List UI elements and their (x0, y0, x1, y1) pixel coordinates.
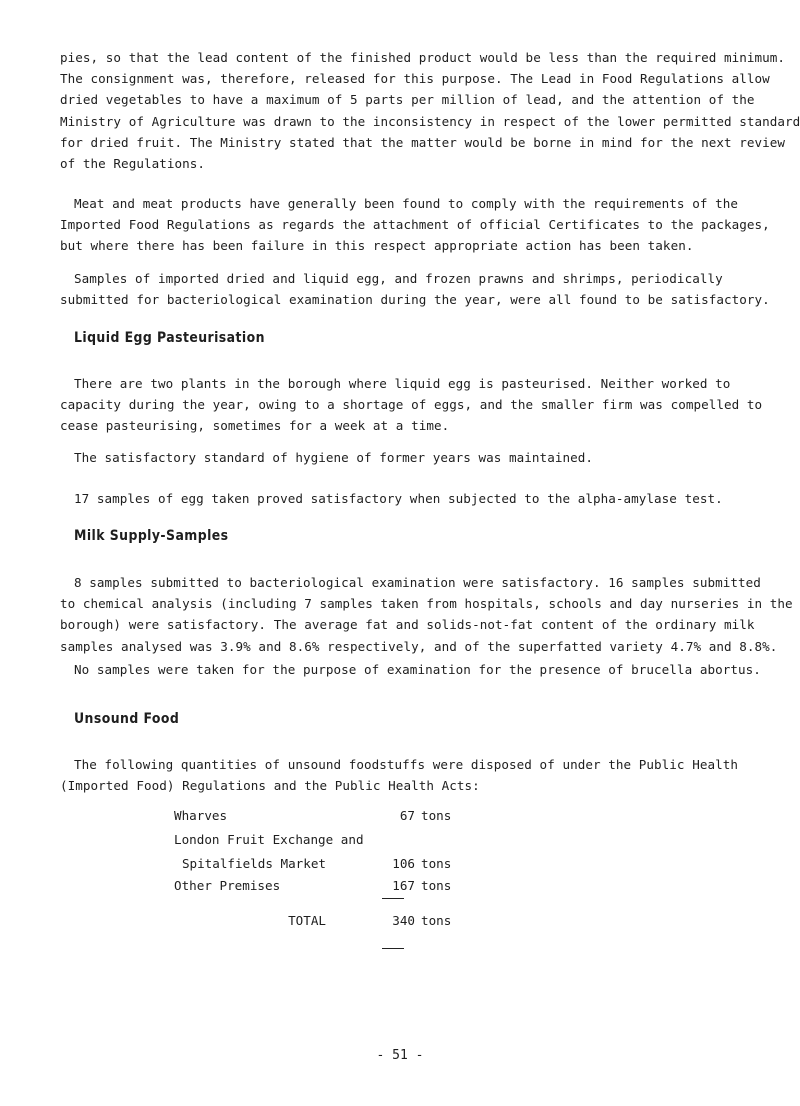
heading-liquid-egg-pasteurisation: Liquid Egg Pasteurisation (74, 330, 265, 346)
row-unit: tons (421, 878, 452, 893)
text-line: for dried fruit. The Ministry stated that the matter would be borne in mind for the next review (60, 134, 786, 150)
text-line: Ministry of Agriculture was drawn to the inconsistency in respect of the lower permitted standard (60, 113, 800, 129)
paragraph-hygiene (60, 447, 772, 468)
text-line: Meat and meat products have generally been found to comply with the requirements of the (74, 196, 738, 211)
text-line: There are two plants in the borough where liquid egg is pasteurised. Neither worked to (74, 376, 731, 391)
text-line: Imported Food Regulations as regards the attachment of official Certificates to the packages, (60, 217, 770, 233)
paragraph-milk-samples (60, 572, 793, 657)
text-line: samples analysed was 3.9% and 8.6% respectively, and of the superfatted variety 4.7% and 8.8%. (60, 638, 778, 654)
table-row (174, 808, 464, 828)
text-line: of the Regulations. (60, 156, 206, 172)
heading-unsound-food: Unsound Food (74, 711, 180, 727)
text-line: The following quantities of unsound foodstuffs were disposed of under the Public Health (74, 757, 738, 772)
row-value: 106 (392, 856, 415, 871)
row-value: 67 (399, 808, 415, 823)
row-label: Spitalfields Market (181, 856, 326, 871)
paragraph-egg-samples (60, 268, 772, 310)
page-number: - 51 - (376, 1048, 424, 1063)
row-unit: tons (421, 856, 452, 871)
paragraph-lead-content (60, 47, 800, 174)
text-line: 8 samples submitted to bacteriological examination were satisfactory. 16 samples submitted (74, 575, 761, 590)
total-label: TOTAL (288, 913, 326, 928)
table-row (174, 878, 464, 898)
row-label: Other Premises (174, 878, 281, 893)
text-line: The satisfactory standard of hygiene of former years was maintained. (74, 450, 593, 465)
total-row (174, 913, 464, 933)
text-line: cease pasteurising, sometimes for a week at a time. (60, 418, 450, 434)
paragraph-pasteurising-plants (60, 373, 772, 437)
text-line: but where there has been failure in this respect appropriate action has been taken. (60, 238, 694, 254)
text-line: dried vegetables to have a maximum of 5 parts per million of lead, and the attention of the (60, 92, 755, 108)
text-line: 17 samples of egg taken proved satisfactory when subjected to the alpha-amylase test. (74, 491, 723, 506)
text-line: to chemical analysis (including 7 samples taken from hospitals, schools and day nurseries in the (60, 596, 793, 612)
heading-milk-supply-samples: Milk Supply-Samples (74, 528, 229, 544)
text-line: (Imported Food) Regulations and the Public Health Acts: (60, 778, 480, 794)
subtotal-rule (382, 898, 404, 899)
row-value: 167 (392, 878, 415, 893)
row-unit: tons (421, 808, 452, 823)
table-row (174, 832, 464, 852)
paragraph-brucella (60, 659, 772, 680)
text-line: Samples of imported dried and liquid egg, and frozen prawns and shrimps, periodically (74, 271, 723, 286)
total-value: 340 (392, 913, 415, 928)
paragraph-alpha-amylase (60, 488, 772, 509)
text-line: borough) were satisfactory. The average fat and solids-not-fat content of the ordinary milk (60, 617, 755, 633)
total-unit: tons (421, 913, 452, 928)
row-label: Wharves (174, 808, 228, 823)
text-line: pies, so that the lead content of the finished product would be less than the required minimum. (60, 50, 786, 65)
paragraph-unsound-food (60, 754, 772, 796)
text-line: submitted for bacteriological examination during the year, were all found to be satisfactory. (60, 292, 770, 308)
row-label: London Fruit Exchange and (174, 832, 364, 847)
table-row (174, 856, 464, 876)
paragraph-meat-products (60, 193, 772, 257)
text-line: capacity during the year, owing to a shortage of eggs, and the smaller firm was compelled to (60, 397, 763, 413)
text-line: No samples were taken for the purpose of examination for the presence of brucella abortus. (74, 662, 761, 677)
total-rule (382, 948, 404, 949)
text-line: The consignment was, therefore, released for this purpose. The Lead in Food Regulations allow (60, 71, 770, 87)
